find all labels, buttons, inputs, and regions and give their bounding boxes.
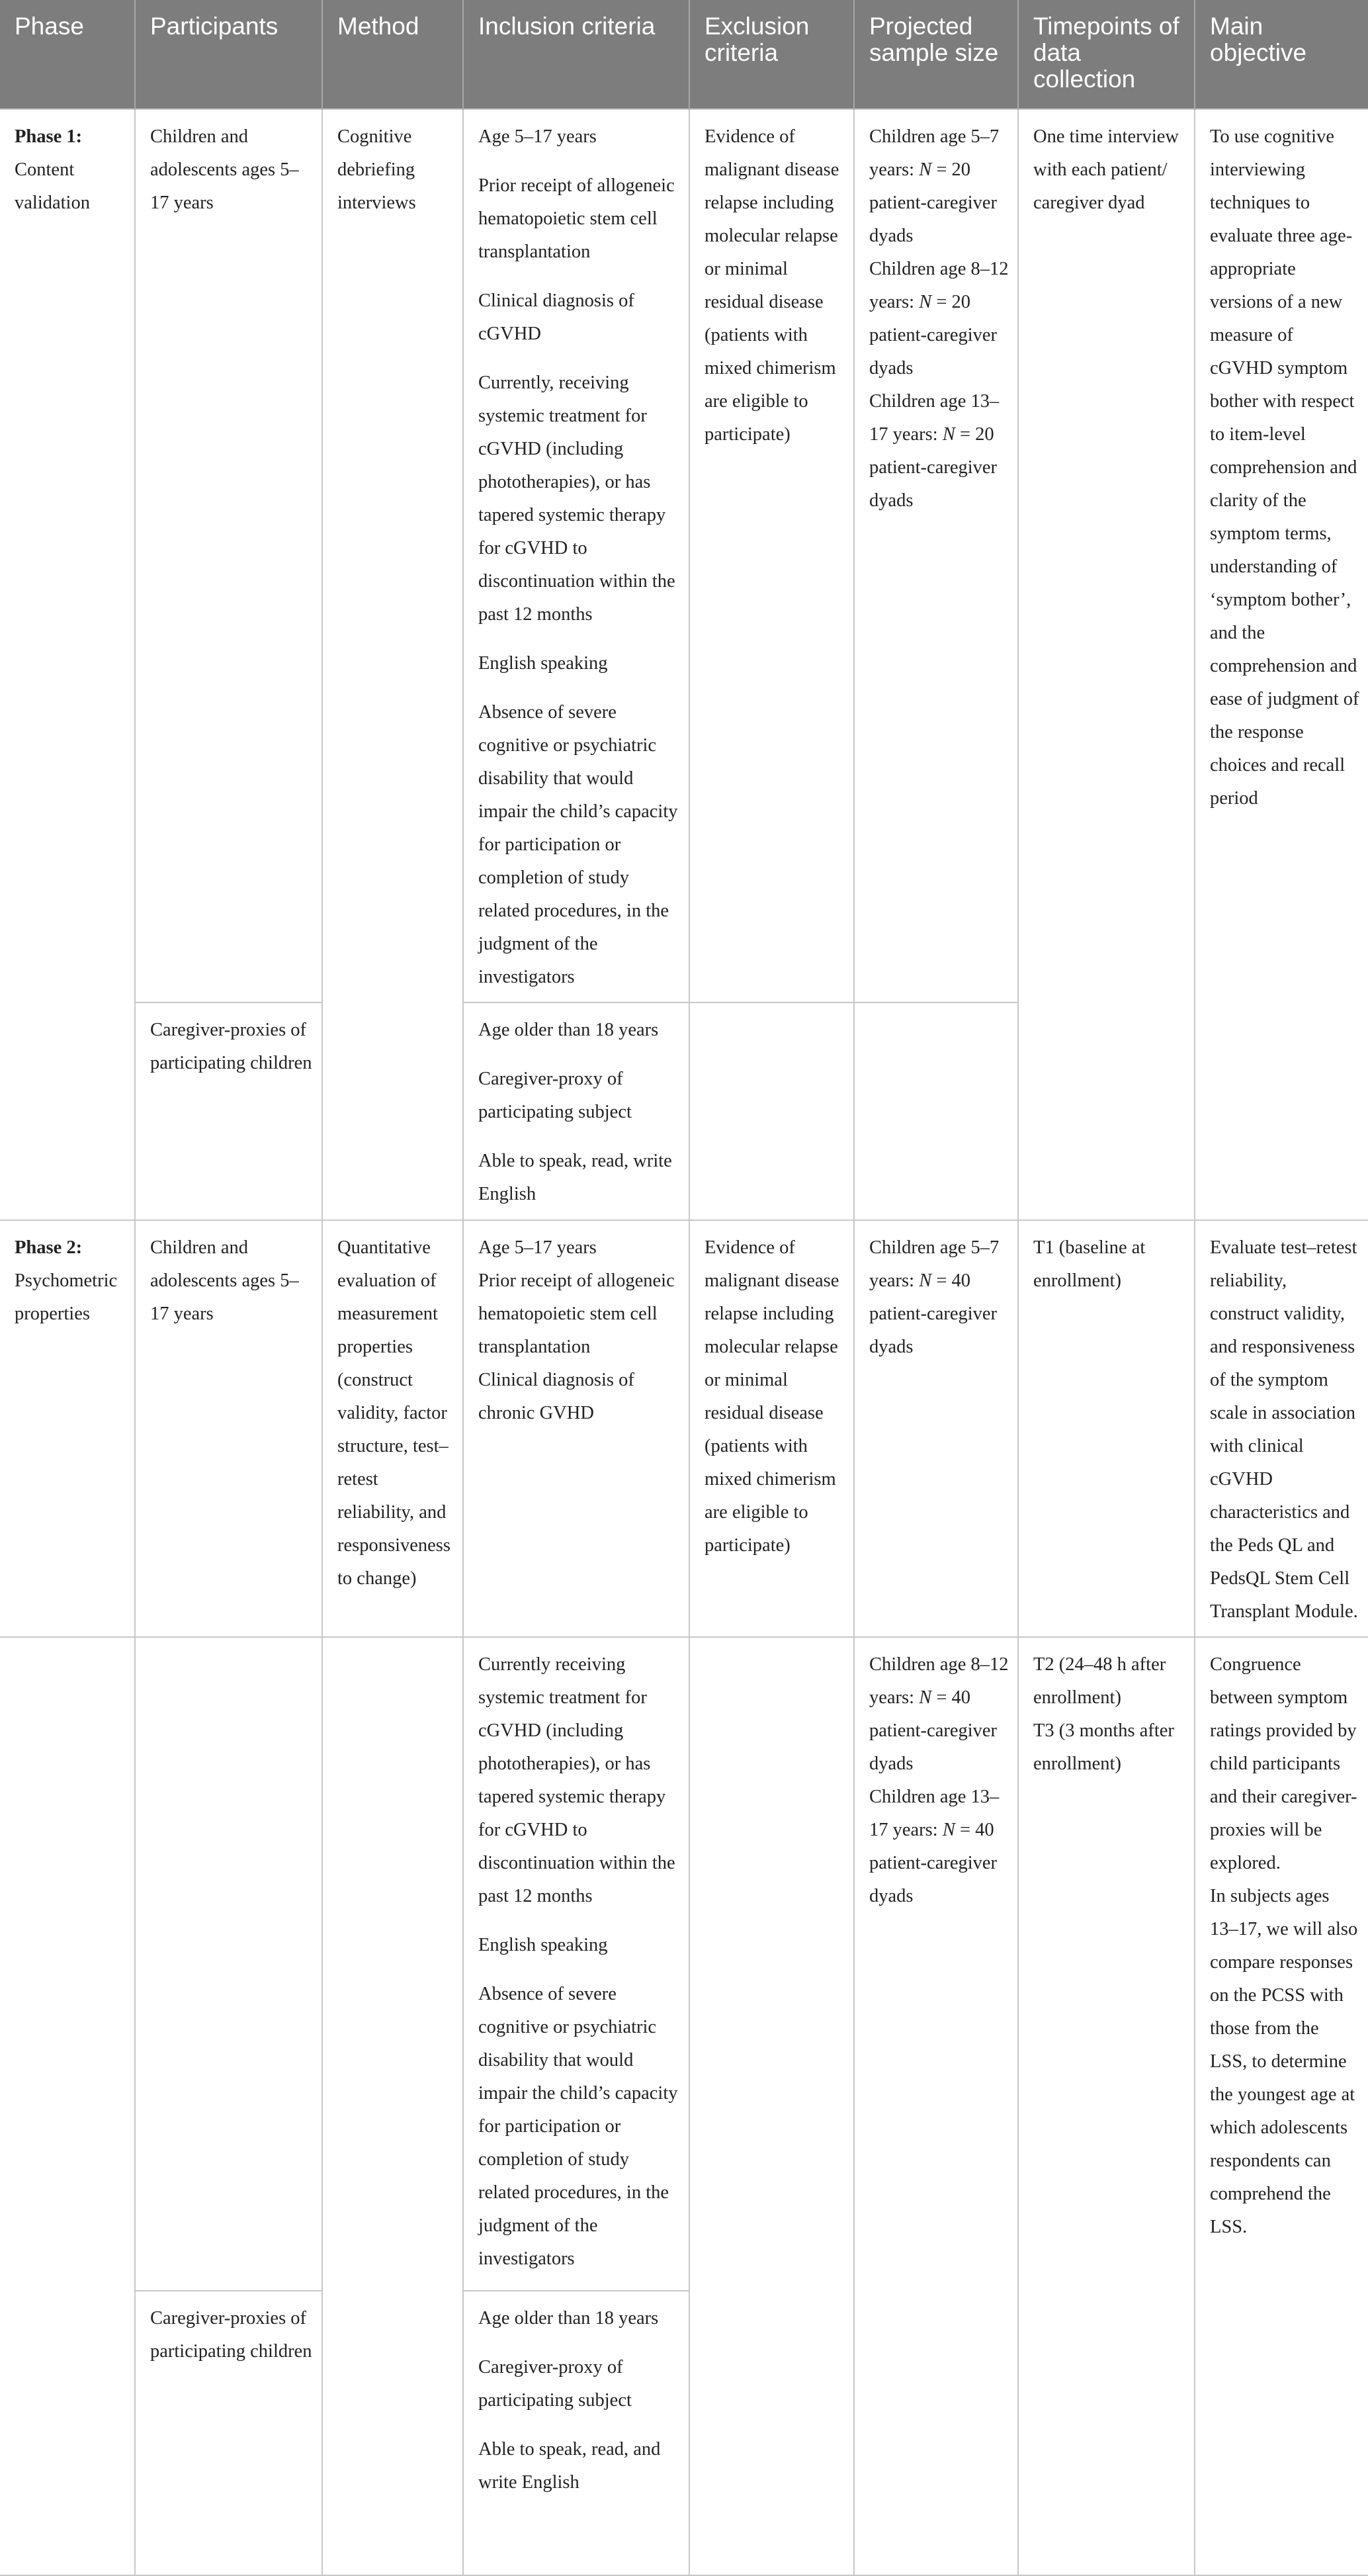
inclusion-item: Age 5–17 years	[478, 126, 597, 147]
objective-item: In subjects ages 13–17, we will also compare responses on the PCSS with those from the LSS, to determine the youngest age at which adolescents respondents can comprehend the LSS.	[1210, 1886, 1358, 2237]
phase2-name: Psychometric properties	[15, 1270, 118, 1324]
phase1-method	[322, 109, 463, 1220]
phase2-participants-children	[135, 1220, 322, 1637]
inclusion-item: Prior receipt of allogeneic hematopoietic stem cell transplantation	[478, 175, 675, 262]
sample-count: = 20 patient-caregiver dyads	[869, 424, 998, 511]
phase1-exclusion-caregivers-empty	[689, 1002, 854, 1220]
phase1-exclusion	[689, 109, 854, 1002]
header-row	[0, 0, 1368, 109]
phase1-participants-caregivers	[135, 1002, 322, 1220]
sample-group-1	[869, 1231, 1009, 1364]
header-participants: Participants	[135, 0, 322, 109]
inclusion-item: Clinical diagnosis of chronic GVHD	[478, 1370, 634, 1423]
timepoint-item: T2 (24–48 h after enrollment)	[1033, 1654, 1166, 1708]
sample-count: = 40 patient-caregiver dyads	[869, 1687, 998, 1774]
sample-n: N	[942, 1820, 955, 1840]
phase2-exclusion	[689, 1220, 854, 1637]
sample-group-3	[869, 1781, 1009, 1913]
objective-text: Evaluate test–retest reliability, construct validity, and responsiveness of the symptom scale in association with clinical cGVHD characteristics and the Peds QL and PedsQL Stem Cell Transplant Module.	[1210, 1237, 1358, 1622]
sample-n: N	[919, 292, 932, 312]
phase2-row-a	[0, 1220, 1368, 1637]
phase1-sample-caregivers-empty	[854, 1002, 1018, 1220]
sample-label: Children age 8–12 years:	[869, 1654, 1009, 1708]
inclusion-item: Caregiver-proxy of participating subject	[478, 2357, 632, 2411]
sample-n: N	[942, 424, 955, 445]
timepoint-item: T3 (3 months after enrollment)	[1033, 1720, 1174, 1774]
sample-count: = 20 patient-caregiver dyads	[869, 292, 998, 378]
participants-text: Caregiver-proxies of participating children	[150, 1020, 312, 1073]
sample-label: Children age 5–7 years:	[869, 126, 1000, 180]
header-main-objective: Main objective	[1195, 0, 1368, 109]
participants-text: Children and adolescents ages 5–17 years	[150, 1237, 299, 1324]
phase1-cell	[0, 109, 135, 1220]
timepoints-text: One time interview with each patient/ caregiver dyad	[1033, 126, 1179, 213]
phase2-method	[322, 1220, 463, 1637]
sample-label: Children age 5–7 years:	[869, 1237, 1000, 1291]
phase1-children-row	[0, 109, 1368, 1002]
phase1-label: Phase 1:	[15, 126, 83, 147]
inclusion-item: Currently, receiving systemic treatment for cGVHD (including phototherapies), or has tapered systemic therapy for cGVHD to discontinuation within the past 12 months	[478, 373, 675, 625]
phase2-inclusion-b	[463, 1637, 689, 2291]
phase2-phase-empty	[0, 1637, 135, 2575]
phase2-cell	[0, 1220, 135, 1637]
method-text: Quantitative evaluation of measurement properties (construct validity, factor structure, test–retest reliability, and responsiveness to change)	[337, 1237, 450, 1589]
inclusion-item: Able to speak, read, write English	[478, 1151, 672, 1204]
participants-text: Children and adolescents ages 5–17 years	[150, 126, 299, 213]
inclusion-item: Age older than 18 years	[478, 2308, 659, 2329]
phase2-label: Phase 2:	[15, 1237, 83, 1258]
objective-item: Congruence between symptom ratings provided by child participants and their caregiver-proxies will be explored.	[1210, 1654, 1357, 1873]
sample-n: N	[919, 159, 932, 180]
participants-text: Caregiver-proxies of participating children	[150, 2308, 312, 2362]
header-inclusion-criteria: Inclusion criteria	[463, 0, 689, 109]
inclusion-item: Able to speak, read, and write English	[478, 2439, 661, 2493]
objective-text: To use cognitive interviewing techniques to evaluate three age-appropriate versions of a new measure of cGVHD symptom bother with respect to item-level comprehension and clarity of the symptom terms, understanding of ‘symptom bother’, and the comprehension and ease of judgment of the response choices and recall period	[1210, 126, 1359, 809]
phase1-name: Content validation	[15, 159, 90, 213]
sample-group-2	[869, 253, 1009, 385]
phase1-participants-children	[135, 109, 322, 1002]
header-phase: Phase	[0, 0, 135, 109]
timepoints-text: T1 (baseline at enrollment)	[1033, 1237, 1146, 1291]
sample-group-2	[869, 1648, 1009, 1781]
header-projected-sample-size: Projected sample size	[854, 0, 1018, 109]
phase1-sample-size	[854, 109, 1018, 1002]
sample-count: = 40 patient-caregiver dyads	[869, 1270, 998, 1357]
phase2-participants-caregivers	[135, 2291, 322, 2575]
sample-label: Children age 13–17 years:	[869, 391, 1000, 445]
inclusion-item: Age 5–17 years	[478, 1237, 597, 1258]
sample-group-1	[869, 120, 1009, 253]
phase1-inclusion-children	[463, 109, 689, 1002]
inclusion-item: Currently receiving systemic treatment for cGVHD (including phototherapies), or has tapered systemic therapy for cGVHD to discontinuation within the past 12 months	[478, 1654, 675, 1906]
method-text: Cognitive debriefing interviews	[337, 126, 416, 213]
sample-n: N	[919, 1270, 932, 1291]
phase2-sample-b	[854, 1637, 1018, 2575]
inclusion-item: Age older than 18 years	[478, 1020, 659, 1040]
inclusion-item: Prior receipt of allogeneic hematopoietic stem cell transplantation	[478, 1270, 675, 1357]
header-method: Method	[322, 0, 463, 109]
sample-count: = 20 patient-caregiver dyads	[869, 159, 998, 246]
inclusion-item: Caregiver-proxy of participating subject	[478, 1069, 632, 1122]
sample-n: N	[919, 1687, 932, 1708]
inclusion-item: Absence of severe cognitive or psychiatric disability that would impair the child’s capacity for participation or completion of study related procedures, in the judgment of the investigators	[478, 1984, 678, 2269]
sample-label: Children age 8–12 years:	[869, 259, 1009, 312]
inclusion-item: Clinical diagnosis of cGVHD	[478, 290, 634, 344]
phase1-objective	[1195, 109, 1368, 1220]
sample-count: = 40 patient-caregiver dyads	[869, 1820, 998, 1906]
phase2-participants-empty	[135, 1637, 322, 2291]
phase2-objective-b	[1195, 1637, 1368, 2575]
sample-label: Children age 13–17 years:	[869, 1787, 1000, 1840]
phase2-exclusion-empty	[689, 1637, 854, 2575]
phase1-inclusion-caregivers	[463, 1002, 689, 1220]
inclusion-item: English speaking	[478, 653, 608, 674]
phase2-inclusion-caregivers	[463, 2291, 689, 2575]
phase2-timepoints-a	[1018, 1220, 1195, 1637]
phase1-timepoints	[1018, 109, 1195, 1220]
exclusion-text: Evidence of malignant disease relapse including molecular relapse or minimal residual disease (patients with mixed chimerism are eligible to participate)	[705, 126, 839, 445]
header-timepoints: Timepoints of data collection	[1018, 0, 1195, 109]
phase2-objective-a	[1195, 1220, 1368, 1637]
inclusion-item: Absence of severe cognitive or psychiatric disability that would impair the child’s capacity for participation or completion of study related procedures, in the judgment of the investigators	[478, 702, 678, 987]
phase2-sample-a	[854, 1220, 1018, 1637]
header-exclusion-criteria: Exclusion criteria	[689, 0, 854, 109]
exclusion-text: Evidence of malignant disease relapse including molecular relapse or minimal residual disease (patients with mixed chimerism are eligible to participate)	[705, 1237, 839, 1556]
phase2-timepoints-b	[1018, 1637, 1195, 2575]
phase2-method-empty	[322, 1637, 463, 2575]
inclusion-item: English speaking	[478, 1935, 608, 1955]
phase2-row-b	[0, 1637, 1368, 2291]
sample-group-3	[869, 385, 1009, 517]
phase2-inclusion-a	[463, 1220, 689, 1637]
